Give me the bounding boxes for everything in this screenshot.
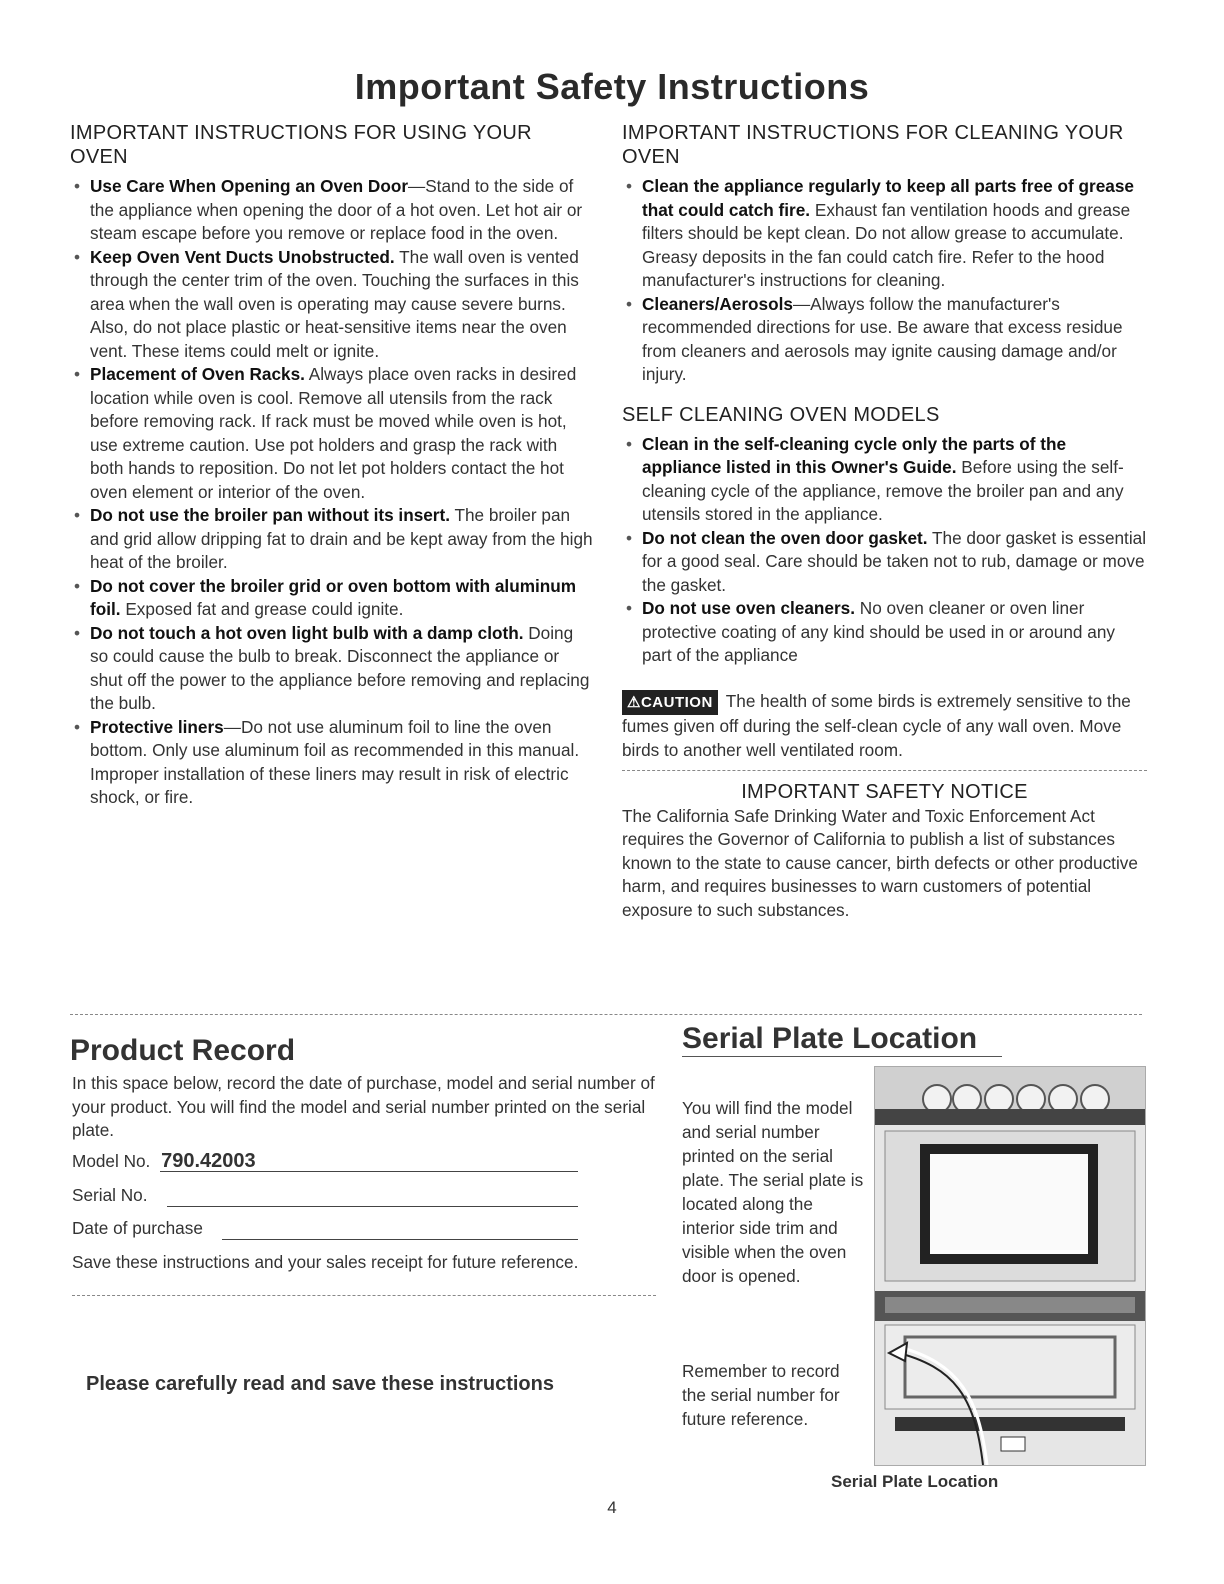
list-item (70, 363, 595, 504)
item-text: Before using the self-cleaning cycle of the appliance, remove the broiler pan and any utensils stored in the appliance. (642, 457, 1124, 524)
product-record-heading: Product Record (70, 1034, 296, 1067)
item-bold: Keep Oven Vent Ducts Unobstructed. (90, 246, 395, 267)
list-item (622, 527, 1147, 598)
list-item (622, 433, 1147, 527)
left-list (70, 175, 595, 810)
item-bold: Cleaners/Aerosols (642, 293, 793, 314)
page-title: Important Safety Instructions (354, 66, 870, 107)
left-column (70, 121, 595, 810)
divider (622, 770, 1147, 771)
item-text: The broiler pan and grid allow dripping fat to drain and be kept away from the high heat of the broiler. (90, 505, 593, 572)
list-item (622, 293, 1147, 387)
serial-line (167, 1206, 578, 1207)
list-item (70, 175, 595, 246)
serial-plate-text: You will find the model and serial number printed on the serial plate. The serial plate is located along the interior side trim and visible when the oven door is opened. (682, 1098, 864, 1286)
list-item (622, 597, 1147, 668)
model-row (72, 1150, 256, 1173)
serial-heading-rule (682, 1056, 1002, 1057)
item-bold: Clean in the self-cleaning cycle only the parts of the appliance listed in this Owner's Guide. (642, 433, 1067, 477)
item-bold: Do not use oven cleaners. (642, 598, 855, 618)
date-line (222, 1239, 578, 1240)
notice-heading: IMPORTANT SAFETY NOTICE (741, 781, 1028, 803)
item-text: —Do not use aluminum foil to line the oven bottom. Only use aluminum foil as recommended in this manual. Improper installation of these liners may result in risk of electric shock, or fire. (90, 716, 580, 807)
date-label: Date of purchase (72, 1218, 203, 1238)
item-bold: Protective liners (90, 716, 224, 737)
self-cleaning-heading: SELF CLEANING OVEN MODELS (622, 403, 940, 426)
item-text: Doing so could cause the bulb to break. Disconnect the appliance or shut off the power to the appliance before removing and replacing the bulb. (90, 622, 590, 713)
serial-plate-caption: Serial Plate Location (831, 1472, 999, 1491)
read-save-note: Please carefully read and save these instructions (86, 1373, 554, 1395)
right-list (622, 175, 1147, 387)
item-bold: Do not clean the oven door gasket. (642, 527, 928, 548)
right-column (622, 121, 1147, 922)
item-bold: Clean the appliance regularly to keep all parts free of grease that could catch fire. (642, 176, 1134, 220)
page-number: 4 (607, 1498, 617, 1517)
section-divider (70, 1014, 1142, 1015)
serial-plate-heading: Serial Plate Location (682, 1022, 978, 1055)
right-heading: IMPORTANT INSTRUCTIONS FOR CLEANING YOUR OVEN (622, 122, 1124, 168)
model-label: Model No. (72, 1151, 151, 1171)
item-text: —Always follow the manufacturer's recommended directions for use. Be aware that excess residue from cleaners and aerosols may ignite causing damage and/or injury. (642, 293, 1123, 384)
caution-text: The health of some birds is extremely sensitive to the fumes given off during the self-clean cycle of any wall oven. Move birds to another well ventilated room. (622, 690, 1131, 760)
item-text: Always place oven racks in desired location while oven is cool. Remove all utensils from the rack before removing rack. If rack must be moved while oven is hot, use extreme caution. Use pot holders and grasp the rack with both hands to reposition. Do not let pot holders contact the hot oven element or interior of the oven. (90, 364, 577, 502)
item-text: Exhaust fan ventilation hoods and grease filters should be kept clean. Do not allow grease to accumulate. Greasy deposits in the fan could catch fire. Refer to the hood manufacturer's instructions for cleaning. (642, 199, 1131, 290)
model-line (160, 1171, 578, 1172)
oven-illustration (874, 1066, 1146, 1466)
caution-block (622, 690, 1147, 763)
left-heading: IMPORTANT INSTRUCTIONS FOR USING YOUR OVEN (70, 122, 532, 168)
model-value: 790.42003 (161, 1150, 256, 1172)
self-cleaning-list (622, 433, 1147, 668)
item-text: No oven cleaner or oven liner protective coating of any kind should be used in or around any part of the appliance (642, 598, 1115, 665)
product-record-intro: In this space below, record the date of purchase, model and serial number of your product. You will find the model and serial number printed on the serial plate. (72, 1073, 655, 1140)
item-text: —Stand to the side of the appliance when opening the door of a hot oven. Let hot air or steam escape before you remove or replace food in the oven. (90, 176, 583, 243)
notice-text: The California Safe Drinking Water and Toxic Enforcement Act requires the Governor of California to publish a list of substances known to the state to cause cancer, birth defects or other productive harm, and requires businesses to warn customers of potential exposure to such substances. (622, 805, 1138, 920)
item-bold: Do not cover the broiler grid or oven bottom with aluminum foil. (90, 575, 577, 619)
product-divider (72, 1295, 656, 1296)
item-bold: Do not use the broiler pan without its insert. (90, 505, 450, 525)
item-bold: Placement of Oven Racks. (90, 364, 305, 384)
serial-plate-reminder: Remember to record the serial number for future reference. (682, 1361, 840, 1429)
list-item (70, 246, 595, 364)
item-text: The door gasket is essential for a good seal. Care should be taken not to rub, damage or move the gasket. (642, 527, 1147, 595)
list-item (70, 575, 595, 622)
list-item (622, 175, 1147, 293)
serial-label: Serial No. (72, 1185, 148, 1205)
caution-badge: ⚠CAUTION (622, 690, 718, 716)
list-item (70, 504, 595, 575)
list-item (70, 622, 595, 716)
save-text: Save these instructions and your sales receipt for future reference. (72, 1252, 579, 1272)
oven-drawing (875, 1067, 1145, 1465)
list-item (70, 716, 595, 810)
item-text: The wall oven is vented through the center trim of the oven. Touching the surfaces in this area when the wall oven is operating may cause severe burns. Also, do not place plastic or heat-sensitive items near the oven vent. These items could melt or ignite. (90, 246, 579, 361)
item-bold: Use Care When Opening an Oven Door (90, 176, 409, 196)
item-bold: Do not touch a hot oven light bulb with a damp cloth. (90, 622, 524, 643)
item-text: Exposed fat and grease could ignite. (120, 599, 404, 619)
